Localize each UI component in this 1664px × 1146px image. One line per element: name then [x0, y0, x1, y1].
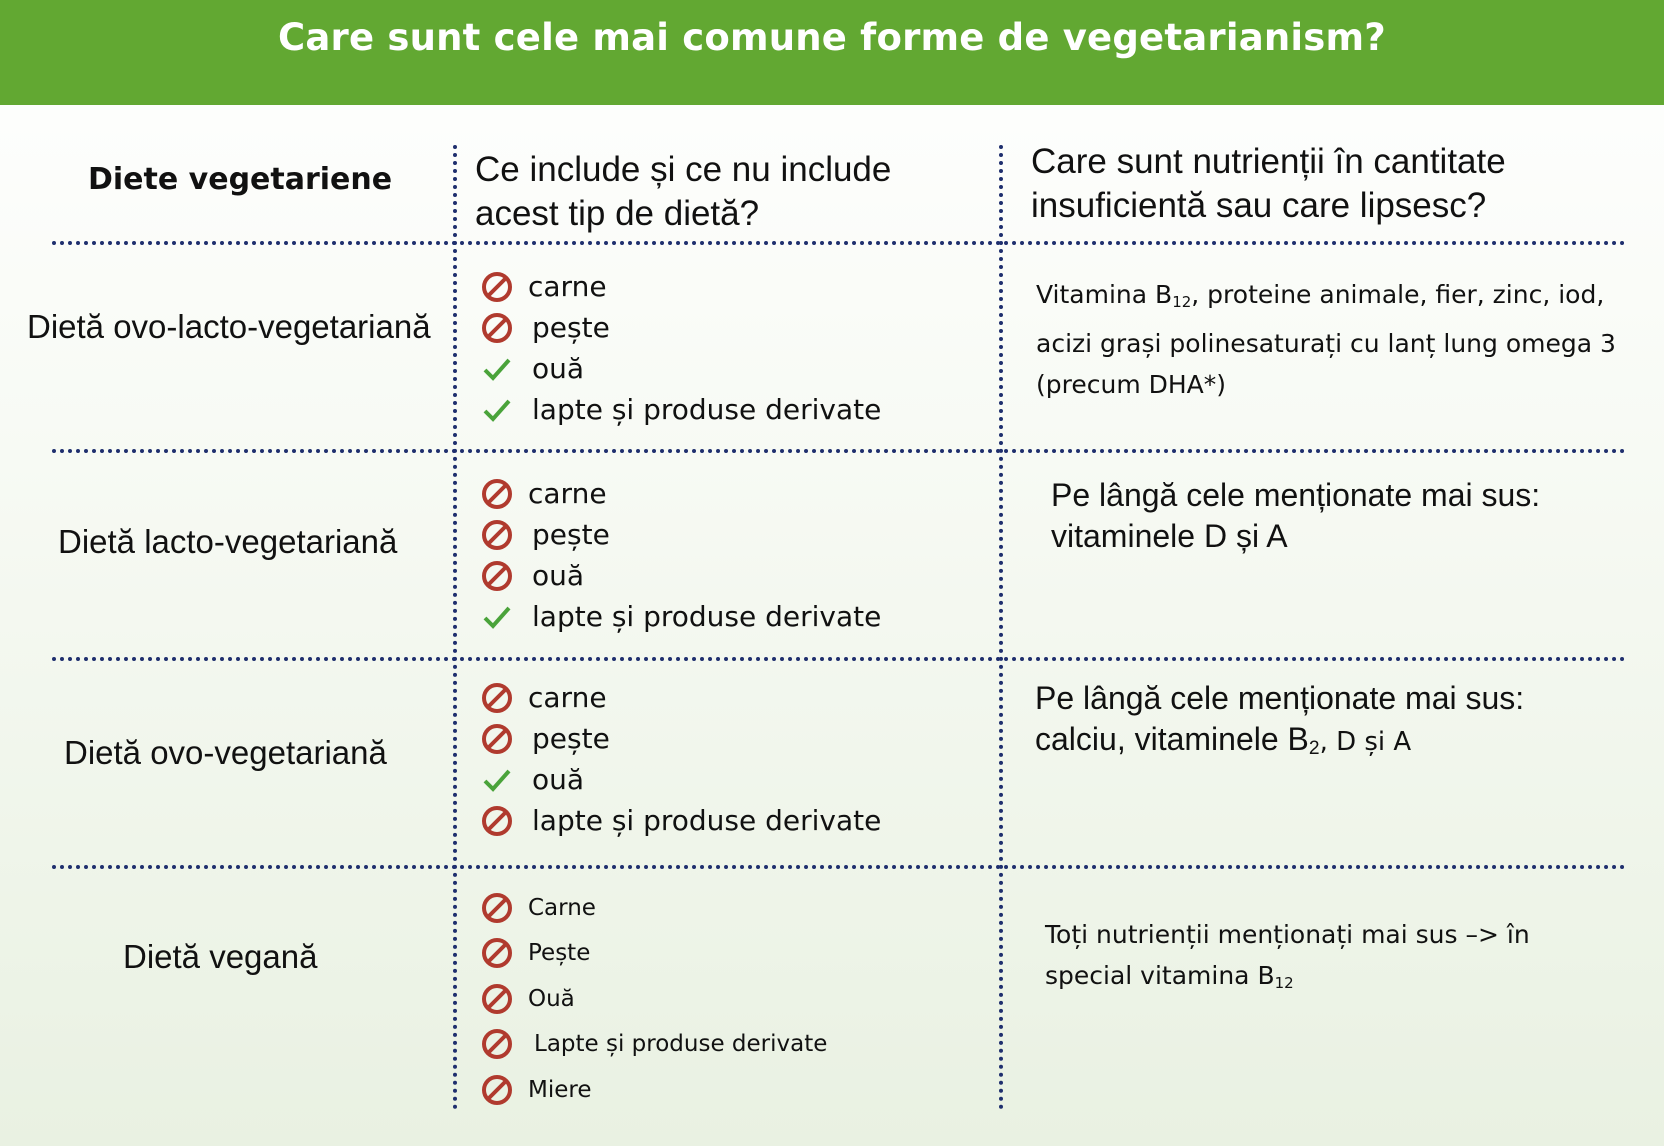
row-divider	[52, 865, 1626, 869]
item-label: lapte și produse derivate	[532, 393, 882, 426]
nutrients-ovo-lacto	[1036, 274, 1616, 405]
item-label: Carne	[528, 894, 596, 921]
column-header-nutrients-line2: insuficientă sau care lipsesc?	[1031, 186, 1487, 225]
check-icon	[480, 600, 514, 634]
prohibited-icon	[480, 1073, 514, 1107]
column-header-includes-line2: acest tip de dietă?	[475, 194, 760, 233]
check-icon	[480, 352, 514, 386]
list-item	[480, 885, 827, 931]
item-label: lapte și produse derivate	[532, 804, 882, 837]
item-label: pește	[532, 518, 610, 551]
prohibited-icon	[480, 722, 514, 756]
nutrient-line	[1036, 274, 1616, 323]
prohibited-icon	[480, 270, 514, 304]
nutrient-line: Pe lângă cele menționate mai sus:	[1051, 477, 1541, 513]
list-item	[480, 759, 881, 800]
nutrients-ovo	[1035, 678, 1524, 769]
nutrient-line: Toți nutrienții menționați mai sus –> în	[1045, 920, 1530, 949]
page-title: Care sunt cele mai comune forme de vegetarianism?	[278, 16, 1386, 59]
prohibited-icon	[480, 1027, 514, 1061]
list-item	[480, 976, 827, 1022]
column-header-includes-line1: Ce include și ce nu include	[475, 150, 892, 189]
diet-ovo-lacto-vegetarian: Dietă ovo-lacto-vegetariană	[27, 308, 431, 345]
list-item	[480, 348, 881, 389]
item-label: carne	[528, 270, 607, 303]
prohibited-icon	[480, 681, 514, 715]
prohibited-icon	[480, 936, 514, 970]
column-header-nutrients-line1: Care sunt nutrienții în cantitate	[1031, 142, 1506, 181]
subscript: 12	[1172, 293, 1192, 311]
column-header-diets: Diete vegetariene	[88, 162, 393, 197]
subscript: 2	[1308, 738, 1320, 759]
prohibited-icon	[480, 311, 514, 345]
item-label: Pește	[528, 940, 591, 967]
list-item	[480, 473, 881, 514]
row-divider	[52, 241, 1626, 245]
nutrient-line: (precum DHA*)	[1036, 370, 1227, 399]
diet-vegan: Dietă vegană	[123, 938, 318, 975]
prohibited-icon	[480, 891, 514, 925]
nutrient-line	[1035, 719, 1524, 769]
diet-items-list	[480, 885, 827, 1113]
item-label: Miere	[528, 1076, 592, 1103]
list-item	[480, 718, 881, 759]
title-banner	[0, 0, 1664, 105]
item-label: pește	[532, 722, 610, 755]
list-item	[480, 307, 881, 348]
column-divider	[453, 145, 457, 1110]
nutrient-line	[1045, 955, 1530, 1004]
prohibited-icon	[480, 982, 514, 1016]
item-label: Ouă	[528, 985, 575, 1012]
check-icon	[480, 393, 514, 427]
list-item	[480, 555, 881, 596]
row-divider	[52, 449, 1626, 453]
prohibited-icon	[480, 518, 514, 552]
check-icon	[480, 763, 514, 797]
list-item	[480, 800, 881, 841]
column-header-nutrients	[1031, 140, 1506, 228]
item-label: carne	[528, 681, 607, 714]
list-item	[480, 677, 881, 718]
list-item	[480, 389, 881, 430]
diet-lacto-vegetarian: Dietă lacto-vegetariană	[58, 523, 398, 560]
list-item	[480, 596, 881, 637]
diet-items-list	[480, 677, 881, 841]
nutrient-text: special vitamina B	[1045, 961, 1275, 990]
list-item	[480, 514, 881, 555]
item-label: lapte și produse derivate	[532, 600, 882, 633]
nutrient-text: , D și A	[1319, 727, 1412, 757]
nutrients-vegan	[1045, 914, 1530, 1004]
nutrients-lacto	[1051, 475, 1540, 557]
diet-ovo-vegetarian: Dietă ovo-vegetariană	[64, 734, 387, 771]
nutrient-text: calciu, vitaminele B	[1035, 721, 1309, 757]
prohibited-icon	[480, 559, 514, 593]
list-item	[480, 266, 881, 307]
item-label: carne	[528, 477, 607, 510]
prohibited-icon	[480, 804, 514, 838]
list-item	[480, 1067, 827, 1113]
column-header-includes	[475, 148, 891, 236]
nutrient-text: , proteine animale, fier, zinc, iod,	[1191, 280, 1605, 309]
item-label: ouă	[532, 352, 585, 385]
diet-items-list	[480, 473, 881, 637]
nutrient-text: Vitamina B	[1036, 280, 1173, 309]
item-label: Lapte și produse derivate	[534, 1031, 828, 1058]
item-label: ouă	[532, 559, 585, 592]
nutrient-line: vitaminele D și A	[1051, 518, 1288, 554]
item-label: pește	[532, 311, 610, 344]
item-label: ouă	[532, 763, 585, 796]
subscript: 12	[1274, 974, 1294, 992]
prohibited-icon	[480, 477, 514, 511]
list-item	[480, 1022, 827, 1068]
nutrient-line: acizi grași polinesaturați cu lanț lung omega 3	[1036, 329, 1616, 358]
diet-items-list	[480, 266, 881, 430]
column-divider	[999, 145, 1003, 1110]
list-item	[480, 931, 827, 977]
row-divider	[52, 657, 1626, 661]
nutrient-line: Pe lângă cele menționate mai sus:	[1035, 680, 1525, 716]
